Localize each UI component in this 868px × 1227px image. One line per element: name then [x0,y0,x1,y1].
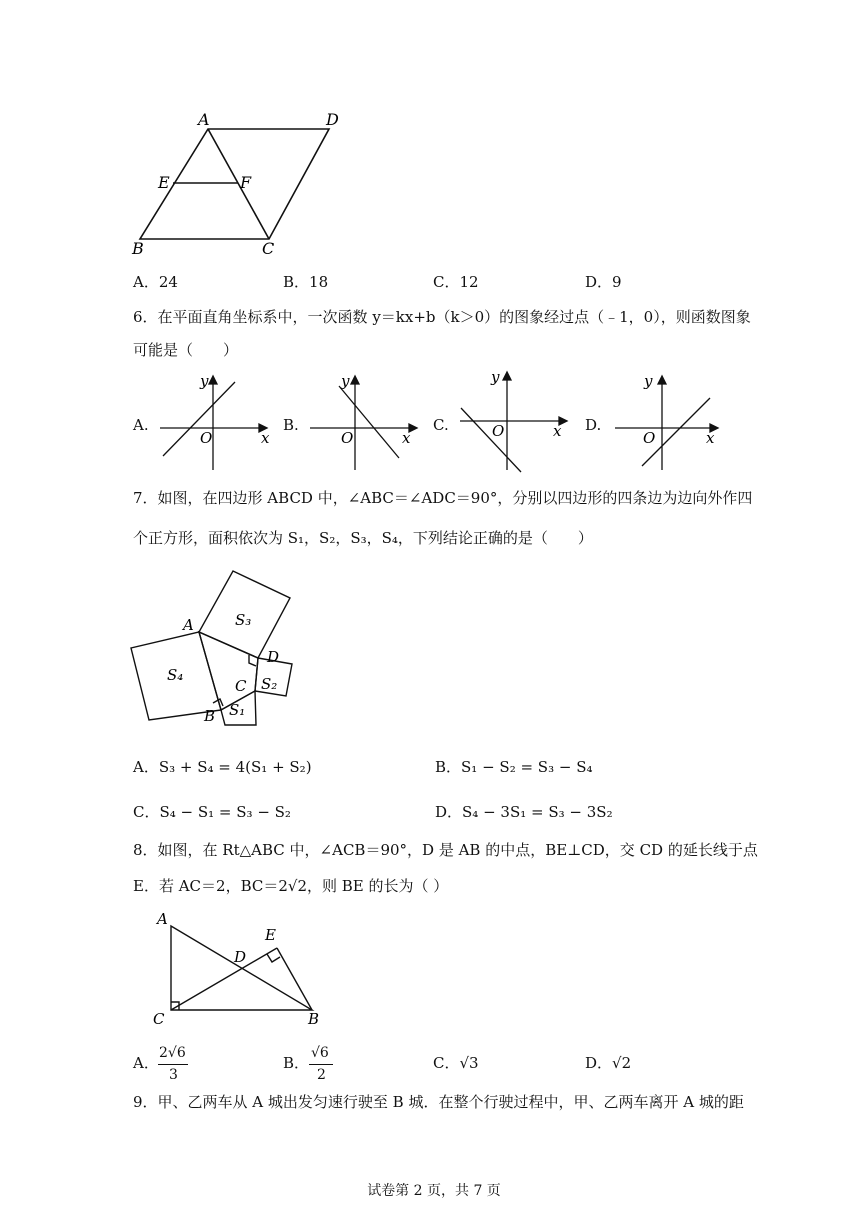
q5-option-a: A．24 [133,273,178,291]
axis-x: x [553,422,562,440]
label-D: D [326,110,339,129]
axis-y: y [491,368,500,386]
q7-text-line1: 7．如图，在四边形 ABCD 中，∠ABC＝∠ADC＝90°，分别以四边形的四条边为边向外作四 [133,489,753,507]
axis-x: x [402,429,411,447]
q6-option-a-letter: A. [133,416,149,434]
q5-option-d: D．9 [585,273,622,291]
q8-text-line2: E．若 AC＝2，BC＝2√2，则 BE 的长为（ ） [133,877,449,895]
q7-option-a: A．S₃ + S₄ = 4(S₁ + S₂) [133,758,312,776]
q6-option-b-letter: B. [283,416,299,434]
label-B: B [204,707,216,725]
label-S3: S₃ [235,611,252,629]
label-C: C [262,239,275,258]
q7-text-line2: 个正方形，面积依次为 S₁，S₂，S₃，S₄，下列结论正确的是（ ） [133,529,593,547]
axis-x: x [706,429,715,447]
label-A: A [198,110,210,129]
q8-text-line1: 8．如图，在 Rt△ABC 中，∠ACB＝90°，D 是 AB 的中点，BE⊥CD，交 CD 的延长线于点 [133,841,758,859]
q6-graph-d [610,372,730,472]
q8-option-b-letter: B． [283,1054,310,1072]
label-C: C [153,1010,165,1028]
q7-option-b: B．S₁ − S₂ = S₃ − S₄ [435,758,593,776]
q8-option-d [585,1053,631,1073]
label-E: E [265,926,276,944]
q8-option-d-value: √2 [612,1054,632,1072]
q8-option-a-letter: A． [133,1054,159,1072]
label-C: C [235,677,247,695]
q8-option-b-numerator: √6 [311,1045,329,1061]
q5-option-c: C．12 [433,273,479,291]
origin: O [643,429,656,447]
axis-x: x [261,429,270,447]
label-B: B [132,239,144,258]
q6-option-c-letter: C. [433,416,449,434]
label-B: B [308,1010,320,1028]
page-footer: 试卷第 2 页，共 7 页 [367,1183,501,1199]
q6-graph-a [155,372,275,472]
axis-y: y [200,372,209,390]
label-S2: S₂ [261,675,278,693]
q6-text-line2: 可能是（ ） [133,341,239,359]
parallelogram-figure [120,108,360,258]
q6-graph-c [455,368,575,472]
q5-option-b: B．18 [283,273,329,291]
q6-option-d-letter: D. [585,416,602,434]
label-E: E [158,173,170,192]
origin: O [200,429,213,447]
label-F: F [240,173,252,192]
axis-y: y [341,372,350,390]
q8-option-b-denominator: 2 [317,1067,326,1083]
label-D: D [234,948,247,966]
q8-option-c-letter: C． [433,1054,460,1072]
label-S4: S₄ [167,666,184,684]
q7-option-d: D．S₄ − 3S₁ = S₃ − 3S₂ [435,803,613,821]
q8-option-a-denominator: 3 [169,1067,178,1083]
q8-option-c-value: √3 [459,1054,479,1072]
q6-graph-b [305,372,425,472]
q8-option-d-letter: D． [585,1054,613,1072]
right-triangle-figure [150,910,330,1030]
q9-text-line1: 9．甲、乙两车从 A 城出发匀速行驶至 B 城．在整个行驶过程中，甲、乙两车离开 A 城的距 [133,1093,744,1111]
label-A: A [183,616,194,634]
origin: O [492,422,505,440]
q6-text-line1: 6．在平面直角坐标系中，一次函数 y＝kx+b（k＞0）的图象经过点（﹣1，0），则函数图象 [133,308,751,326]
q8-option-a-numerator: 2√6 [159,1045,186,1061]
quadrilateral-squares-figure [125,565,305,735]
q8-option-c [433,1053,479,1073]
q7-option-c: C．S₄ − S₁ = S₃ − S₂ [133,803,291,821]
label-D: D [267,648,280,666]
origin: O [341,429,354,447]
label-A: A [157,910,168,928]
axis-y: y [644,372,653,390]
label-S1: S₁ [229,701,246,719]
